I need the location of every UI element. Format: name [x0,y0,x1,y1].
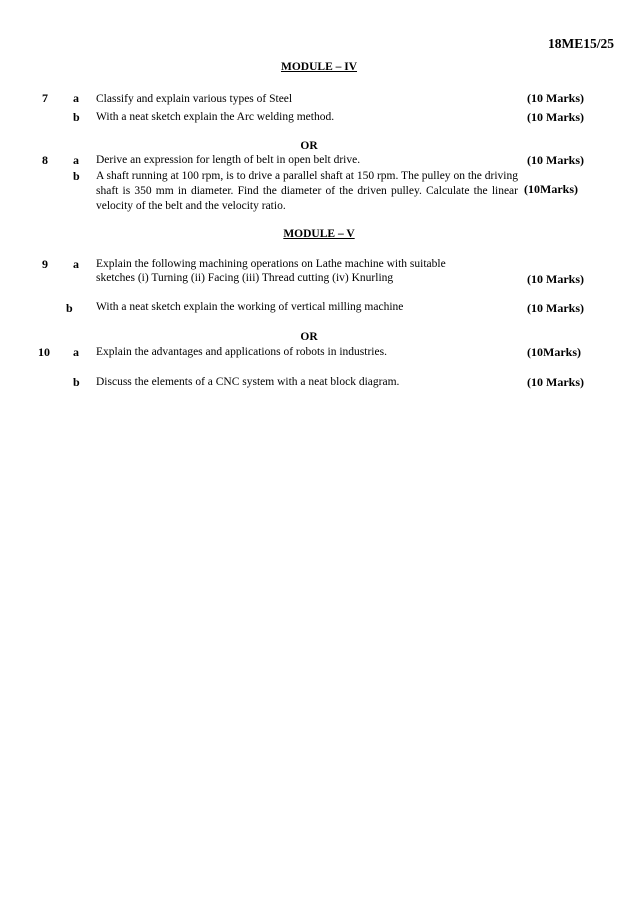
sub-question-label: a [73,345,79,359]
marks: (10 Marks) [527,272,584,286]
sub-question-label: b [73,110,80,124]
question-text: Classify and explain various types of Steel [96,93,293,105]
question-text: Discuss the elements of a CNC system with a neat block diagram. [96,376,400,388]
paper-code: 18ME15/25 [548,36,614,51]
sub-question-label: a [73,91,79,105]
sub-question-label: b [73,375,80,389]
sub-question-label: a [73,257,79,271]
marks: (10 Marks) [527,153,584,167]
question-text-line-2: sketches (i) Turning (ii) Facing (iii) Thread cutting (iv) Knurling [96,272,394,284]
sub-question-label: a [73,153,79,167]
question-number: 8 [42,153,48,167]
module-5-heading: MODULE – V [283,228,355,240]
question-text-line-1: Explain the following machining operations on Lathe machine with suitable [96,258,446,270]
module-4-heading: MODULE – IV [280,61,358,73]
question-text: With a neat sketch explain the working of vertical milling machine [96,301,404,313]
marks: (10 Marks) [527,301,584,315]
question-number: 9 [42,257,48,271]
or-divider: OR [300,140,318,152]
question-number: 7 [42,91,48,105]
question-text: With a neat sketch explain the Arc welding method. [96,111,335,123]
marks: (10 Marks) [527,110,584,124]
marks: (10Marks) [527,345,581,359]
question-text: Explain the advantages and applications of robots in industries. [96,346,387,358]
sub-question-label: b [73,169,80,183]
question-text: A shaft running at 100 rpm, is to drive a parallel shaft at 150 rpm. The pulley on the driving shaft is 350 mm in diameter. Find the diameter of the driven pulley. Calculate the linear velocity of the belt and the velocity ratio. [96,170,518,212]
question-text: Derive an expression for length of belt in open belt drive. [96,154,361,166]
sub-question-label: b [66,301,73,315]
marks: (10Marks) [524,182,578,196]
question-number: 10 [38,345,50,359]
marks: (10 Marks) [527,91,584,105]
or-divider: OR [300,331,318,343]
marks: (10 Marks) [527,375,584,389]
